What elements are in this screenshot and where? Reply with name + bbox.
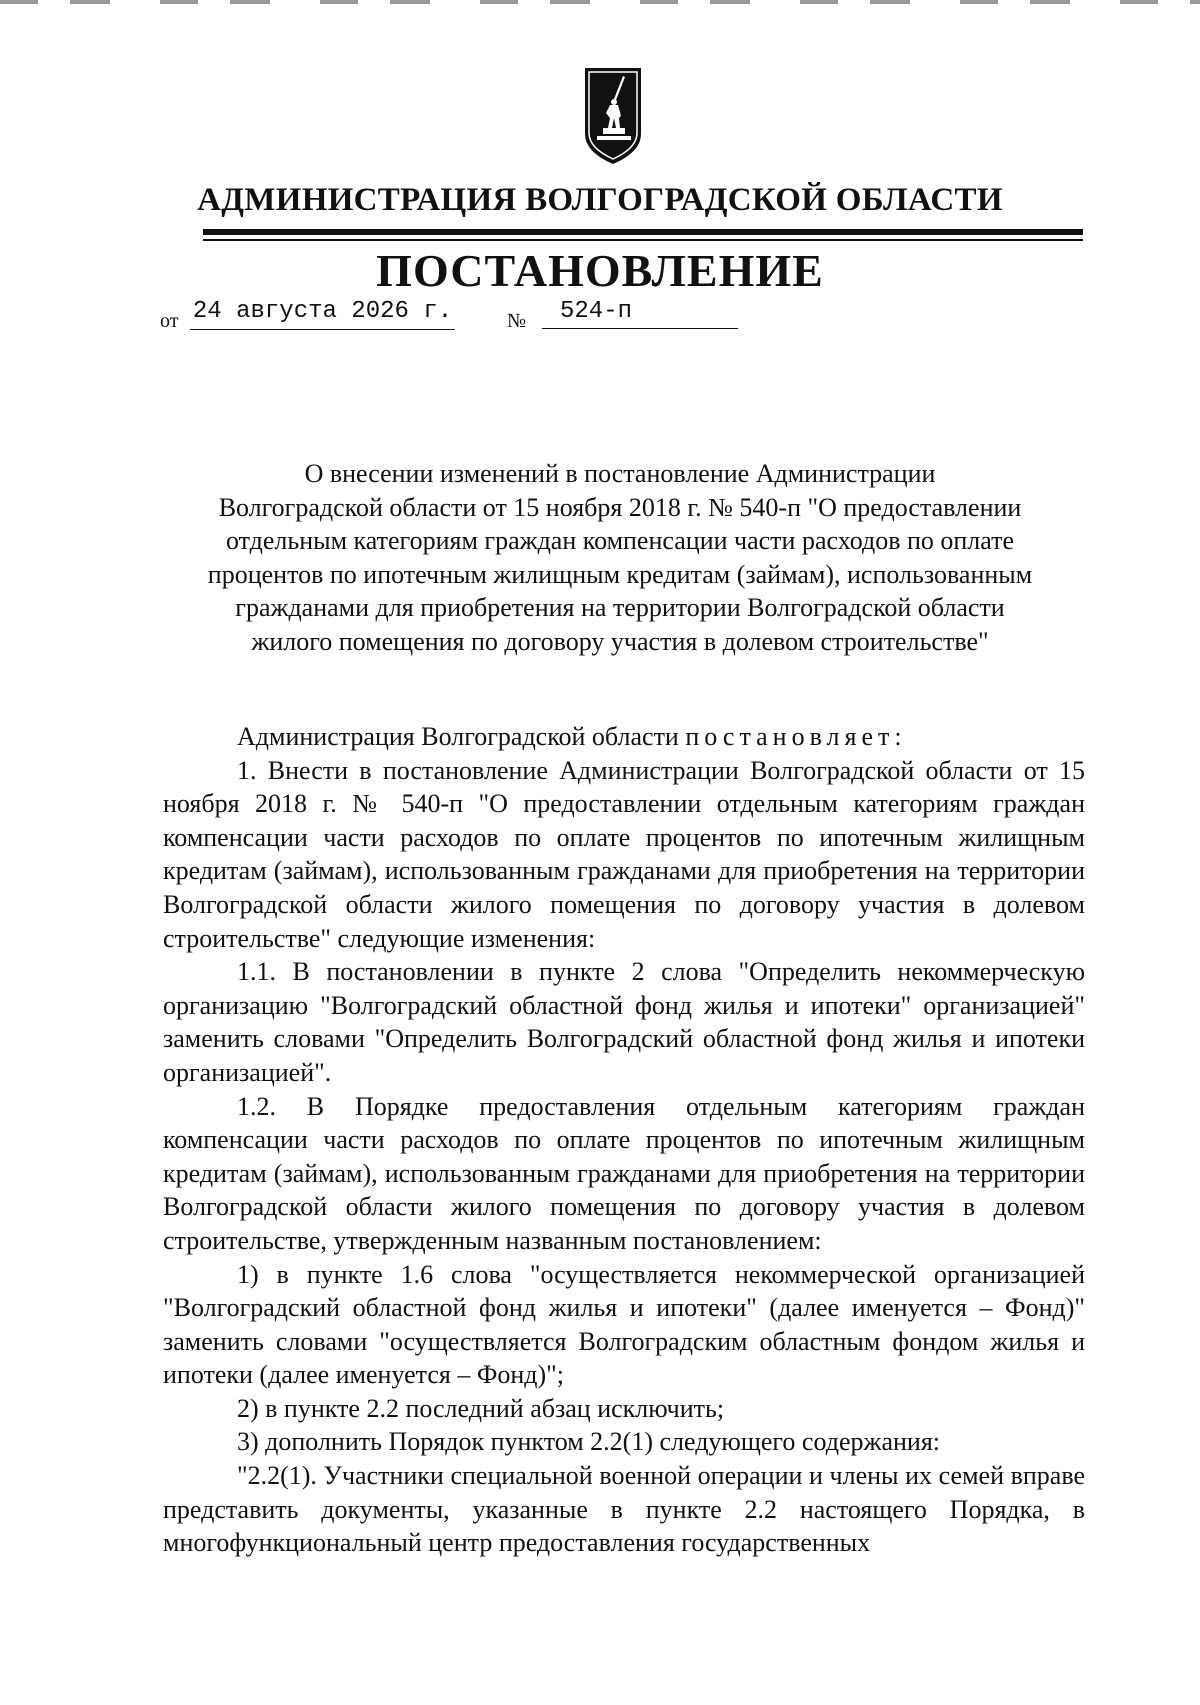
subject-line: Волгоградской области от 15 ноября 2018 г. № 540-п "О предоставлении — [218, 492, 1022, 522]
document-date: 24 августа 2026 г. — [190, 298, 455, 330]
document-body — [163, 720, 1085, 1560]
document-number: 524-п — [542, 298, 738, 329]
intro-lead: Администрация Волгоградской области — [237, 722, 686, 751]
subject-line: жилого помещения по договору участия в долевом строительстве" — [251, 626, 989, 656]
subject-line: процентов по ипотечным жилищным кредитам (займам), использованным — [207, 559, 1033, 589]
body-paragraph: 1. Внести в постановление Администрации Волгоградской области от 15 ноября 2018 г. № 540-п "О предоставлении отдельным категориям граждан компенсации части расходов по оплате процентов по ипотечным жилищным кредитам (займам), использованным гражданами для приобретения на территории Волгоградской области жилого помещения по договору участия в долевом строительстве" следующие изменения: — [163, 755, 1085, 953]
header-rule-thick — [203, 229, 1083, 235]
decree-intro — [163, 720, 1085, 754]
subject-line: О внесении изменений в постановление Администрации — [304, 459, 936, 488]
number-prefix: № — [507, 310, 527, 332]
body-paragraph: 1.2. В Порядке предоставления отдельным категориям граждан компенсации части расходов по оплате процентов по ипотечным жилищным кредитам (займам), использованным гражданами для приобретения на территории Волгоградской области жилого помещения по договору участия в долевом строительстве, утвержденным названным постановлением: — [163, 1091, 1085, 1255]
document-subject — [160, 457, 1080, 658]
subject-line: гражданами для приобретения на территории Волгоградской области — [235, 593, 1005, 622]
decree-word: постановляет: — [685, 722, 907, 751]
coat-of-arms-icon — [583, 66, 643, 166]
header-rule-thin — [203, 239, 1083, 241]
subject-line: отдельным категориям граждан компенсации части расходов по оплате — [225, 526, 1015, 555]
date-prefix: от — [160, 310, 179, 332]
body-paragraph: 3) дополнить Порядок пунктом 2.2(1) следующего содержания: — [237, 1427, 941, 1457]
body-paragraph: "2.2(1). Участники специальной военной операции и члены их семей вправе представить документы, указанные в пункте 2.2 настоящего Порядка, в многофункциональный центр предоставления государственных — [163, 1461, 1085, 1558]
document-type-title: ПОСТАНОВЛЕНИЕ — [376, 245, 824, 296]
organization-title: АДМИНИСТРАЦИЯ ВОЛГОГРАДСКОЙ ОБЛАСТИ — [197, 182, 1003, 218]
body-paragraph: 1) в пункте 1.6 слова "осуществляется некоммерческой организацией "Волгоградский областной фонд жилья и ипотеки" (далее именуется – Фонд)" заменить словами "осуществляется Волгоградским областным фондом жилья и ипотеки (далее именуется – Фонд)"; — [163, 1259, 1085, 1390]
body-paragraph: 2) в пункте 2.2 последний абзац исключить; — [237, 1393, 725, 1423]
registration-line — [160, 298, 740, 338]
scan-edge-artifact — [0, 0, 1200, 4]
body-paragraph: 1.1. В постановлении в пункте 2 слова "Определить некоммерческую организацию "Волгоградский областной фонд жилья и ипотеки" организацией" заменить словами "Определить Волгоградский областной фонд жилья и ипотеки организацией". — [163, 957, 1085, 1087]
